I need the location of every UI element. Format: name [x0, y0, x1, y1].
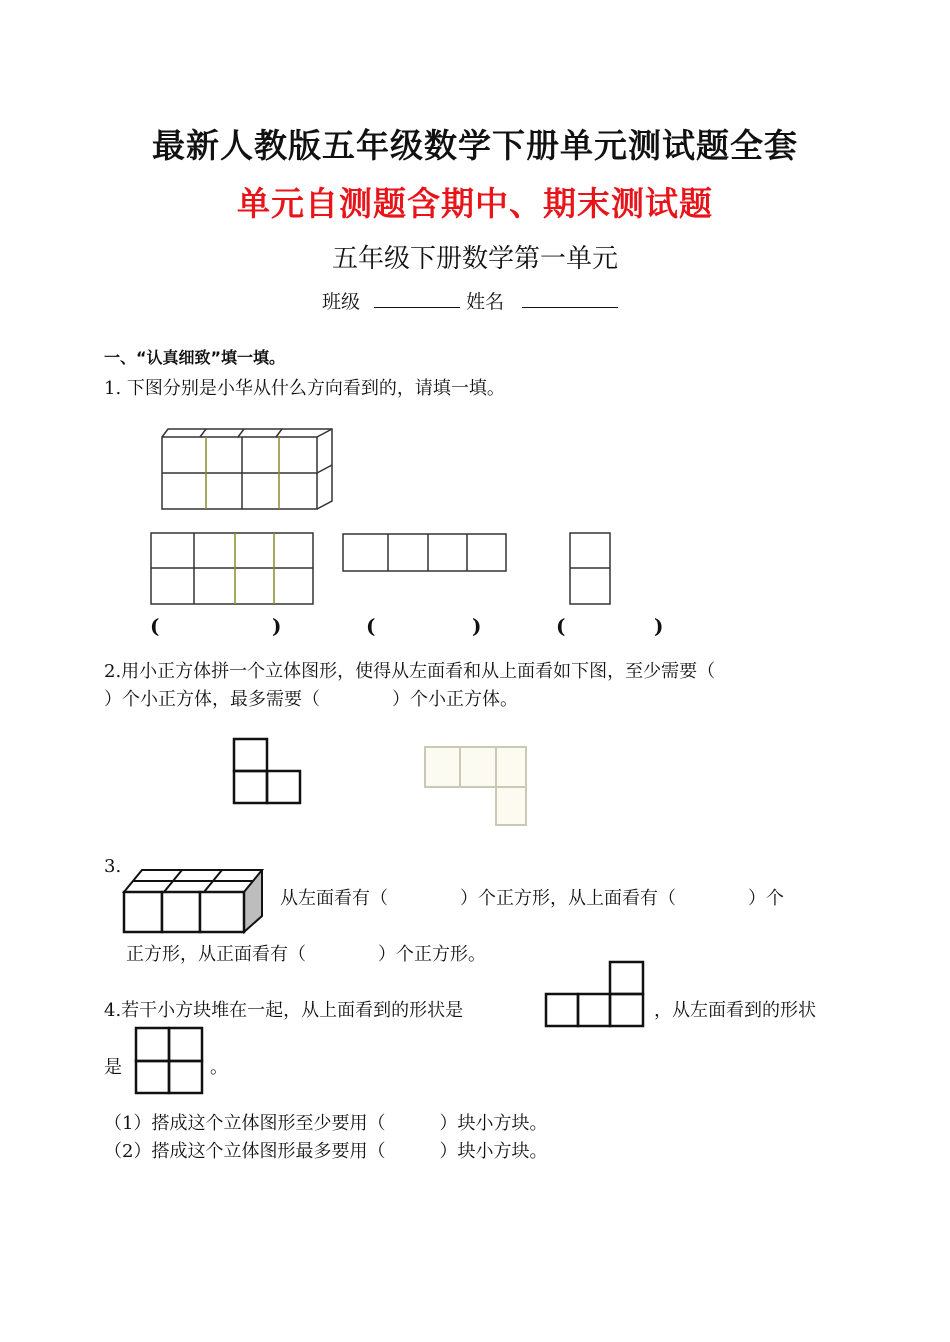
q1-answer-3-open: ( — [556, 614, 566, 638]
document-title: 最新人教版五年级数学下册单元测试题全套 — [152, 126, 798, 165]
class-blank[interactable] — [374, 289, 460, 308]
class-label: 班级 — [322, 291, 361, 313]
question-4-sub-2: （2）搭成这个立体图形最多要用（ ）块小方块。 — [104, 1141, 548, 1162]
question-4-line-2b: 。 — [210, 1057, 228, 1078]
q2-top-view — [424, 746, 528, 828]
unit-title: 五年级下册数学第一单元 — [331, 244, 618, 274]
question-1-text: 1. 下图分别是小华从什么方向看到的，请填一填。 — [104, 378, 505, 399]
q1-view-top — [342, 533, 508, 573]
question-4-line-1a: 4.若干小方块堆在一起，从上面看到的形状是 — [104, 1000, 464, 1021]
q1-solid-figure — [160, 425, 340, 515]
q1-view-front — [150, 532, 316, 606]
question-3-line-2: 正方形，从正面看有（ ）个正方形。 — [126, 944, 486, 965]
name-label: 姓名 — [466, 291, 505, 313]
q2-left-view — [232, 737, 302, 805]
class-name-line — [322, 287, 618, 314]
q4-top-view-shape — [544, 960, 646, 1028]
document-subtitle: 单元自测题含期中、期末测试题 — [237, 184, 713, 223]
q3-cube-figure — [122, 868, 264, 934]
question-3-line-1: 从左面看有（ ）个正方形，从上面看有（ ）个 — [280, 888, 784, 909]
q1-answer-1-close: ) — [272, 614, 282, 638]
question-4-line-2a: 是 — [104, 1057, 122, 1078]
section-heading: 一、“认真细致”填一填。 — [104, 348, 286, 367]
question-4-line-1b: ，从左面看到的形状 — [654, 1000, 816, 1021]
question-2-line-1: 2.用小正方体拼一个立体图形，使得从左面看和从上面看如下图，至少需要（ — [104, 661, 716, 682]
q1-answer-2-open: ( — [366, 614, 376, 638]
question-2-line-2: ）个小正方体，最多需要（ ）个小正方体。 — [104, 689, 518, 710]
q1-answer-1-open: ( — [150, 614, 160, 638]
q1-view-side — [569, 532, 613, 606]
q1-answer-3-close: ) — [654, 614, 664, 638]
question-4-sub-1: （1）搭成这个立体图形至少要用（ ）块小方块。 — [104, 1113, 548, 1134]
q1-answer-2-close: ) — [472, 614, 482, 638]
name-blank[interactable] — [522, 289, 618, 308]
q4-left-view-shape — [134, 1026, 204, 1096]
question-3-number: 3. — [104, 856, 122, 877]
